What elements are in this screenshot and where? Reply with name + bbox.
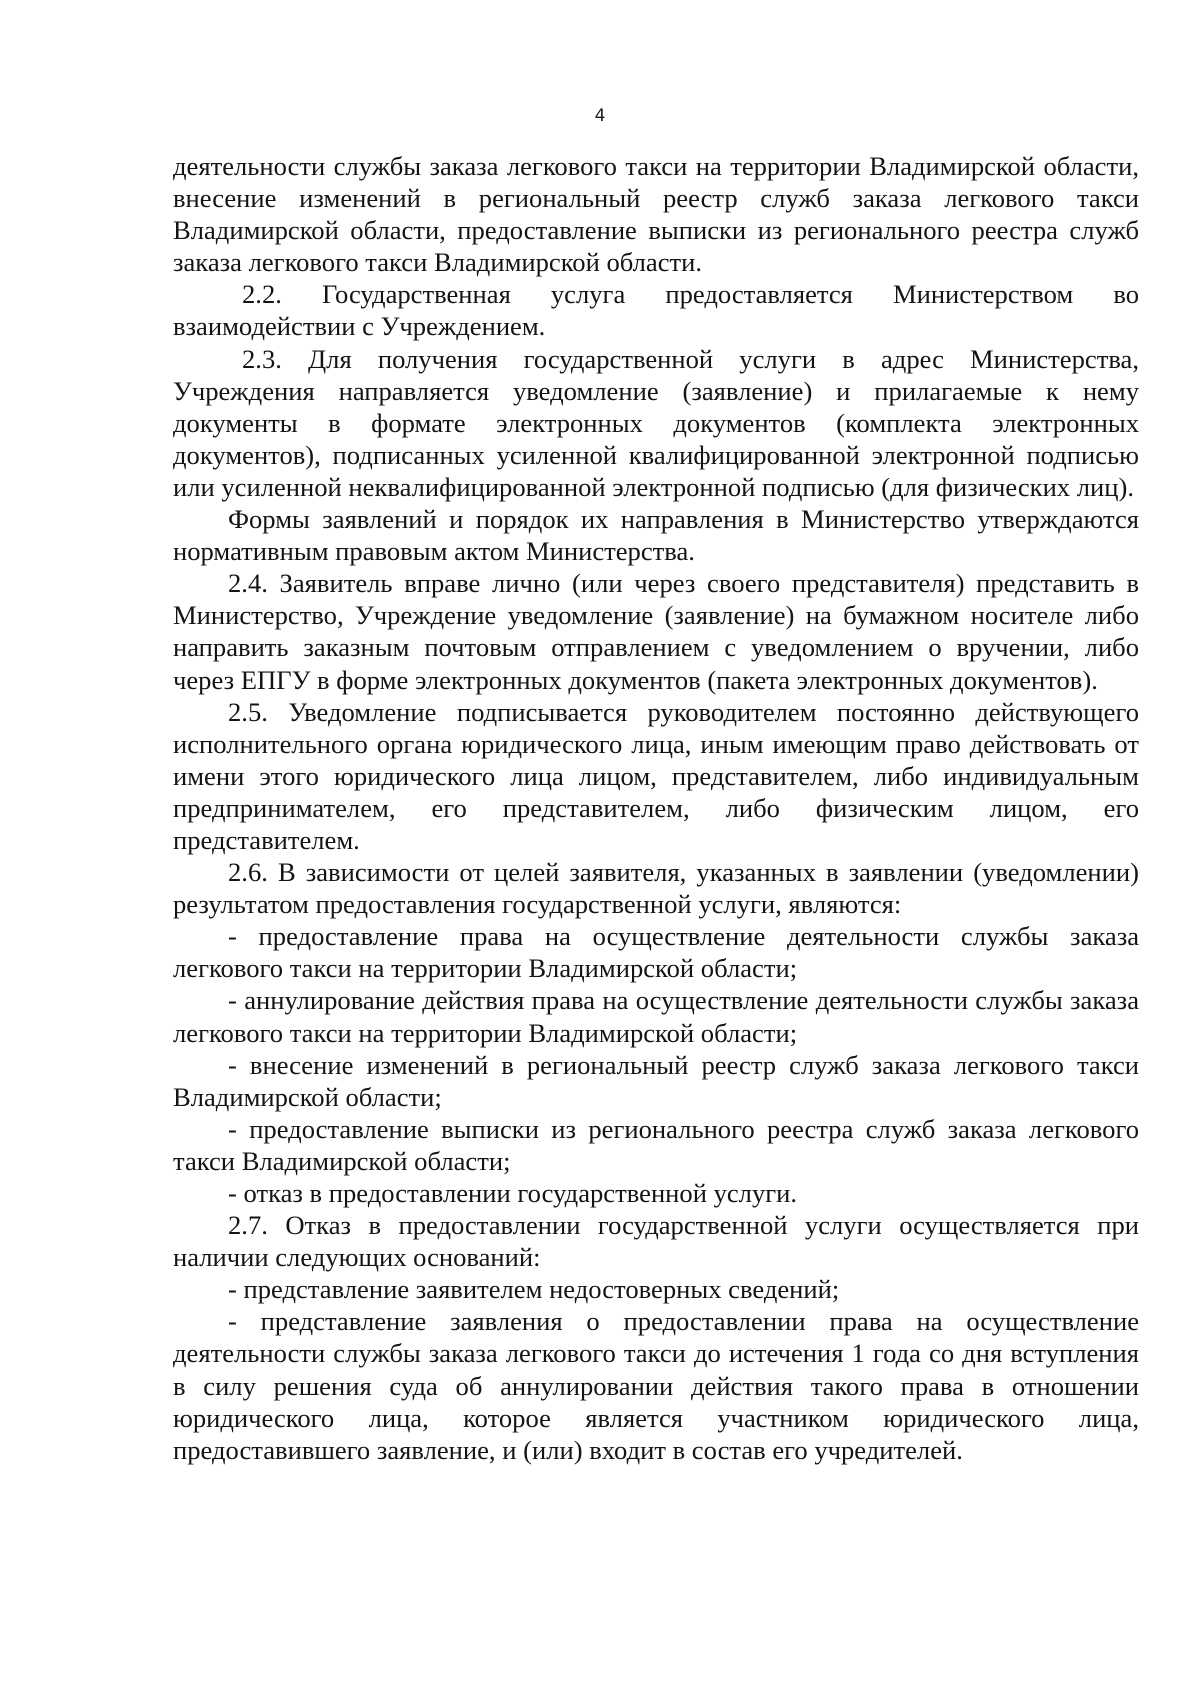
list-item-refusal: - представление заявления о предоставлении права на осуществление деятельности службы заказа легкового такси до истечения 1 года со дня вступления в силу решения суда об аннулировании действия такого права в отношении юридического лица, которое является участником юридического лица, предоставившего заявление, и (или) входит в состав его учредителей. — [173, 1306, 1139, 1465]
list-item-result: - предоставление выписки из регионального реестра служб заказа легкового такси Владимирской области; — [173, 1113, 1139, 1176]
paragraph-2-2: 2.2. Государственная услуга предоставляется Министерством во взаимодействии с Учреждением. — [173, 279, 1139, 342]
page-number: 4 — [594, 106, 606, 126]
paragraph-continuation: деятельности службы заказа легкового такси на территории Владимирской области, внесение изменений в региональный реестр служб заказа легкового такси Владимирской области, предоставление выписки из регионального реестра служб заказа легкового такси Владимирской области. — [173, 151, 1139, 278]
document-body — [173, 150, 1139, 1466]
paragraph-2-4: 2.4. Заявитель вправе лично (или через своего представителя) представить в Министерство, Учреждение уведомление (заявление) на бумажном носителе либо направить заказным почтовым отправлением с уведомлением о вручении, либо через ЕПГУ в форме электронных документов (пакета электронных документов). — [173, 568, 1139, 695]
list-item-result: - внесение изменений в региональный реестр служб заказа легкового такси Владимирской области; — [173, 1049, 1139, 1112]
paragraph-2-3: 2.3. Для получения государственной услуги в адрес Министерства, Учреждения направляется уведомление (заявление) и прилагаемые к нему документы в формате электронных документов (комплекта электронных документов), подписанных усиленной квалифицированной электронной подписью или усиленной неквалифицированной электронной подписью (для физических лиц). — [173, 343, 1139, 502]
paragraph-2-5: 2.5. Уведомление подписывается руководителем постоянно действующего исполнительного органа юридического лица, иным имеющим право действовать от имени этого юридического лица лицом, представителем, либо индивидуальным предпринимателем, его представителем, либо физическим лицом, его представителем. — [173, 696, 1139, 855]
paragraph-2-6: 2.6. В зависимости от целей заявителя, указанных в заявлении (уведомлении) результатом предоставления государственной услуги, являются: — [173, 857, 1139, 920]
list-item-result: - аннулирование действия права на осуществление деятельности службы заказа легкового такси на территории Владимирской области; — [173, 985, 1139, 1048]
paragraph-2-7: 2.7. Отказ в предоставлении государственной услуги осуществляется при наличии следующих оснований: — [173, 1210, 1139, 1273]
list-item-result: - отказ в предоставлении государственной услуги. — [228, 1178, 798, 1208]
list-item-result: - предоставление права на осуществление деятельности службы заказа легкового такси на территории Владимирской области; — [173, 921, 1139, 984]
list-item-refusal: - представление заявителем недостоверных сведений; — [228, 1274, 840, 1305]
paragraph-forms: Формы заявлений и порядок их направления в Министерство утверждаются нормативным правовым актом Министерства. — [173, 504, 1139, 567]
